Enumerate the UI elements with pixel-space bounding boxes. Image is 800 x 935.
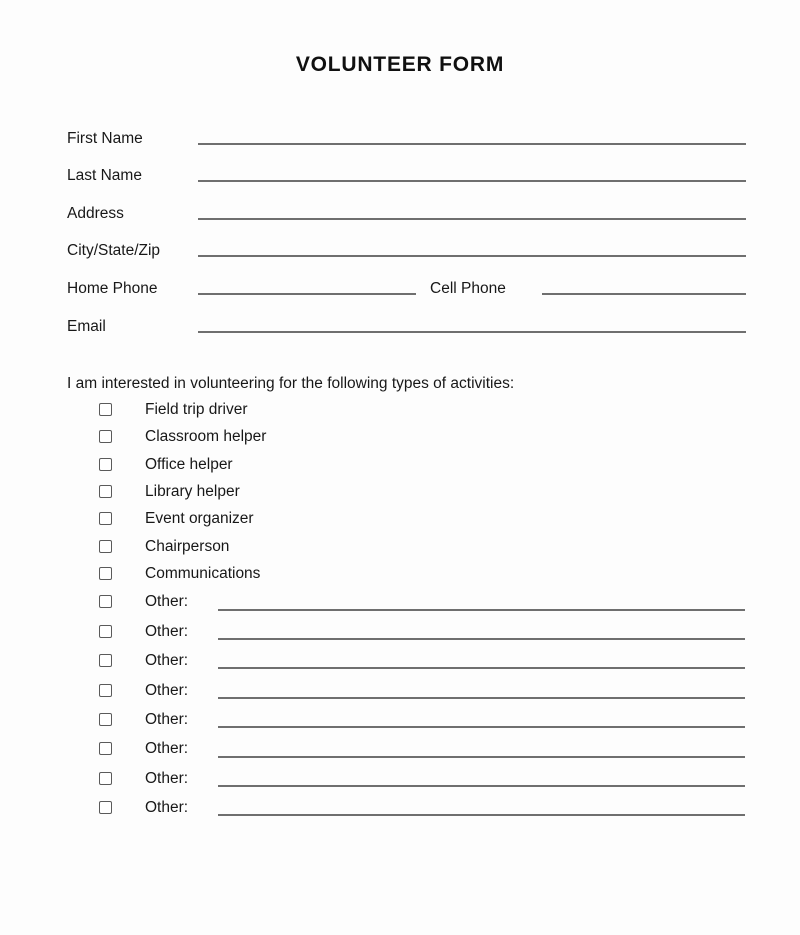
address-row xyxy=(0,195,800,233)
last-name-row xyxy=(0,158,800,196)
other-field-line-3[interactable] xyxy=(218,667,745,669)
cell-phone-field-line[interactable] xyxy=(542,293,746,295)
option-row-event-organizer xyxy=(0,505,800,532)
other-label-1: Other: xyxy=(145,593,189,611)
option-row-library-helper xyxy=(0,478,800,505)
checkbox-event-organizer[interactable] xyxy=(99,512,112,525)
other-row-2 xyxy=(0,617,800,646)
checkbox-field-trip-driver[interactable] xyxy=(99,403,112,416)
other-field-line-4[interactable] xyxy=(218,697,745,699)
city-state-zip-row xyxy=(0,233,800,271)
checkbox-other-5[interactable] xyxy=(99,713,112,726)
checkbox-classroom-helper[interactable] xyxy=(99,430,112,443)
other-row-7 xyxy=(0,764,800,793)
checkbox-chairperson[interactable] xyxy=(99,540,112,553)
email-row xyxy=(0,308,800,346)
home-phone-label: Home Phone xyxy=(67,279,158,297)
other-field-line-2[interactable] xyxy=(218,638,745,640)
other-row-1 xyxy=(0,587,800,616)
option-label-communications: Communications xyxy=(145,565,261,583)
other-label-6: Other: xyxy=(145,740,189,758)
checkbox-office-helper[interactable] xyxy=(99,458,112,471)
activities-intro: I am interested in volunteering for the following types of activities: xyxy=(67,374,515,392)
other-label-2: Other: xyxy=(145,622,189,640)
option-row-office-helper xyxy=(0,450,800,477)
checkbox-other-8[interactable] xyxy=(99,801,112,814)
option-row-classroom-helper xyxy=(0,423,800,450)
option-row-chairperson xyxy=(0,533,800,560)
contact-section xyxy=(0,120,800,346)
checkbox-library-helper[interactable] xyxy=(99,485,112,498)
option-label-event-organizer: Event organizer xyxy=(145,510,254,528)
city-state-zip-label: City/State/Zip xyxy=(67,242,161,260)
other-row-4 xyxy=(0,675,800,704)
checkbox-other-6[interactable] xyxy=(99,742,112,755)
address-label: Address xyxy=(67,204,124,222)
last-name-label: Last Name xyxy=(67,167,142,185)
home-phone-field-line[interactable] xyxy=(198,293,416,295)
other-row-5 xyxy=(0,705,800,734)
other-label-8: Other: xyxy=(145,799,189,817)
option-label-library-helper: Library helper xyxy=(145,482,240,500)
other-field-line-5[interactable] xyxy=(218,726,745,728)
option-label-chairperson: Chairperson xyxy=(145,537,230,555)
phone-row xyxy=(0,270,800,308)
other-row-8 xyxy=(0,793,800,822)
option-row-field-trip-driver xyxy=(0,396,800,423)
checkbox-other-2[interactable] xyxy=(99,625,112,638)
checkbox-other-3[interactable] xyxy=(99,654,112,667)
activities-options xyxy=(0,396,800,823)
checkbox-other-4[interactable] xyxy=(99,684,112,697)
other-label-3: Other: xyxy=(145,652,189,670)
option-label-classroom-helper: Classroom helper xyxy=(145,428,267,446)
option-row-communications xyxy=(0,560,800,587)
option-label-office-helper: Office helper xyxy=(145,455,233,473)
email-label: Email xyxy=(67,317,106,335)
first-name-field-line[interactable] xyxy=(198,143,746,145)
other-field-line-6[interactable] xyxy=(218,756,745,758)
last-name-field-line[interactable] xyxy=(198,180,746,182)
other-row-3 xyxy=(0,646,800,675)
cell-phone-label: Cell Phone xyxy=(430,279,506,297)
checkbox-other-1[interactable] xyxy=(99,595,112,608)
page-title: VOLUNTEER FORM xyxy=(295,53,505,76)
first-name-label: First Name xyxy=(67,129,143,147)
option-label-field-trip-driver: Field trip driver xyxy=(145,400,248,418)
checkbox-communications[interactable] xyxy=(99,567,112,580)
other-row-6 xyxy=(0,734,800,763)
city-state-zip-field-line[interactable] xyxy=(198,255,746,257)
other-label-4: Other: xyxy=(145,681,189,699)
address-field-line[interactable] xyxy=(198,218,746,220)
checkbox-other-7[interactable] xyxy=(99,772,112,785)
other-field-line-7[interactable] xyxy=(218,785,745,787)
other-label-7: Other: xyxy=(145,769,189,787)
other-field-line-1[interactable] xyxy=(218,609,745,611)
other-label-5: Other: xyxy=(145,711,189,729)
other-options-group xyxy=(0,587,800,822)
first-name-row xyxy=(0,120,800,158)
other-field-line-8[interactable] xyxy=(218,814,745,816)
email-field-line[interactable] xyxy=(198,331,746,333)
